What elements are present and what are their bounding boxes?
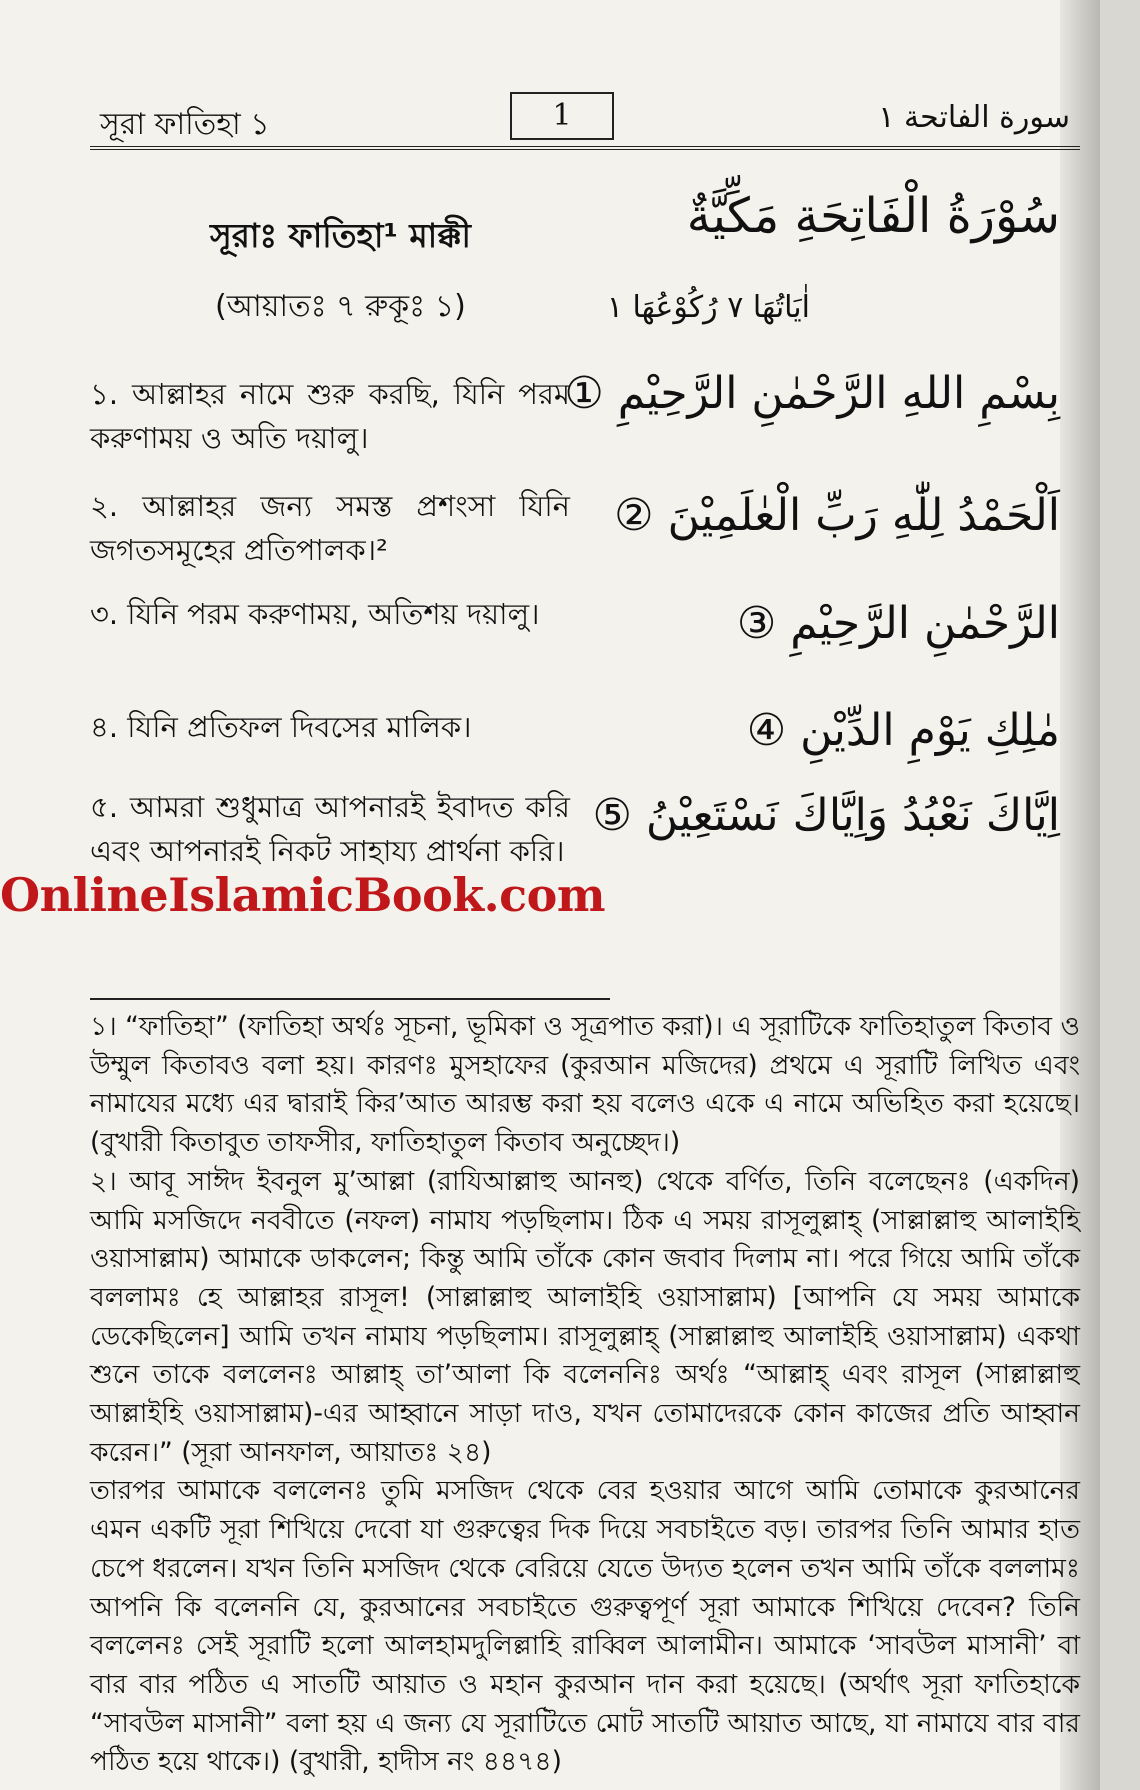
verse-bn-3: ৩. যিনি পরম করুণাময়, অতিশয় দয়ালু। [90,597,540,631]
verse-ar-2: اَلْحَمْدُ لِلّٰهِ رَبِّ الْعٰلَمِيْنَ ② [614,490,1060,541]
surah-title-ar: سُوْرَةُ الْفَاتِحَةِ مَكِّيَّةٌ [686,188,1060,244]
ayat-info-bn: (আয়াতঃ ৭ রুকূঃ ১) [215,289,466,324]
header-surah-ar: سورة الفاتحة ١ [878,100,1070,135]
verse-bn-2: ২. আল্লাহর জন্য সমস্ত প্রশংসা যিনি জগতসমূহের প্রতিপালক।² [90,489,570,567]
header-rule [90,146,1080,150]
verse-ar-1: بِسْمِ اللهِ الرَّحْمٰنِ الرَّحِيْمِ ① [564,368,1060,419]
page-header [90,92,1080,144]
footnote-rule [90,998,610,1000]
footnotes [90,1008,1080,1782]
verse-ar-5: اِيَّاكَ نَعْبُدُ وَاِيَّاكَ نَسْتَعِيْنُ ⑤ [592,790,1060,841]
surah-title-bn: সূরাঃ ফাতিহা¹ মাক্কী [210,216,471,255]
verse-bn-5: ৫. আমরা শুধুমাত্র আপনারই ইবাদত করি এবং আপনারই নিকট সাহায্য প্রার্থনা করি। [90,790,570,868]
verse-ar-3: الرَّحْمٰنِ الرَّحِيْمِ ③ [736,598,1060,649]
verse-ar-4: مٰلِكِ يَوْمِ الدِّيْنِ ④ [746,705,1060,756]
ayat-info-ar: اٰيَاتُهَا ٧ رُكُوْعُهَا ١ [606,290,810,325]
page-number: 1 [510,92,614,140]
header-surah-bn: সূরা ফাতিহা ১ [100,107,270,142]
footnote-2a: ২। আবূ সাঈদ ইবনুল মু’আল্লা (রাযিআল্লাহু আনহু) থেকে বর্ণিত, তিনি বলেছেনঃ (একদিন) আমি মসজিদে নববীতে (নফল) নামায পড়ছিলাম। ঠিক এ সময় রাসূলুল্লাহ্ (সাল্লাল্লাহু আলাইহি ওয়াসাল্লাম) আমাকে ডাকলেন; কিন্তু আমি তাঁকে কোন জবাব দিলাম না। পরে গিয়ে আমি তাঁকে বললামঃ হে আল্লাহর রাসূল! (সাল্লাল্লাহু আলাইহি ওয়াসাল্লাম) [আপনি যে সময় আমাকে ডেকেছিলেন] আমি তখন নামায পড়ছিলাম। রাসূলুল্লাহ্ (সাল্লাল্লাহু আলাইহি ওয়াসাল্লাম) একথা শুনে তাকে বললেনঃ আল্লাহ্ তা’আলা কি বলেননিঃ অর্থঃ “আল্লাহ্ এবং রাসূল (সাল্লাল্লাহু আল্লাইহি ওয়াসাল্লাম)-এর আহ্বানে সাড়া দাও, যখন তোমাদেরকে কোন কাজের প্রতি আহ্বান করেন।” (সূরা আনফাল, আয়াতঃ ২৪) [90,1165,1080,1468]
verse-bn-4: ৪. যিনি প্রতিফল দিবসের মালিক। [90,710,472,744]
verse-bn-1: ১. আল্লাহর নামে শুরু করছি, যিনি পরম করুণাময় ও অতি দয়ালু। [90,377,570,455]
footnote-1: ১। “ফাতিহা” (ফাতিহা অর্থঃ সূচনা, ভূমিকা ও সূত্রপাত করা)। এ সূরাটিকে ফাতিহাতুল কিতাব ও উম্মুল কিতাবও বলা হয়। কারণঃ মুসহাফের (কুরআন মজিদের) প্রথমে এ সূরাটি লিখিত এবং নামাযের মধ্যে এর দ্বারাই কির’আত আরম্ভ করা হয় বলেও একে এ নামে অভিহিত করা হয়েছে। (বুখারী কিতাবুত তাফসীর, ফাতিহাতুল কিতাব অনুচ্ছেদ।) [90,1011,1080,1159]
watermark-text: OnlineIslamicBook.com [0,868,606,922]
footnote-2b: তারপর আমাকে বললেনঃ তুমি মসজিদ থেকে বের হওয়ার আগে আমি তোমাকে কুরআনের এমন একটি সূরা শিখিয়ে দেবো যা গুরুত্বের দিক দিয়ে সবচাইতে বড়। তারপর তিনি আমার হাত চেপে ধরলেন। যখন তিনি মসজিদ থেকে বেরিয়ে যেতে উদ্যত হলেন তখন আমি তাঁকে বললামঃ আপনি কি বলেননি যে, কুরআনের সবচাইতে গুরুত্বপূর্ণ সূরা আমাকে শিখিয়ে দেবেন? তিনি বললেনঃ সেই সূরাটি হলো আলহামদুলিল্লাহি রাব্বিল আলামীন। আমাকে ‘সাবউল মাসানী’ বা বার বার পঠিত এ সাতটি আয়াত ও মহান কুরআন দান করা হয়েছে। (অর্থাৎ সূরা ফাতিহাকে “সাবউল মাসানী” বলা হয় এ জন্য যে সূরাটিতে মোট সাতটি আয়াত আছে, যা নামাযে বার বার পঠিত হয়ে থাকে।) (বুখারী, হাদীস নং ৪৪৭৪) [90,1475,1080,1778]
